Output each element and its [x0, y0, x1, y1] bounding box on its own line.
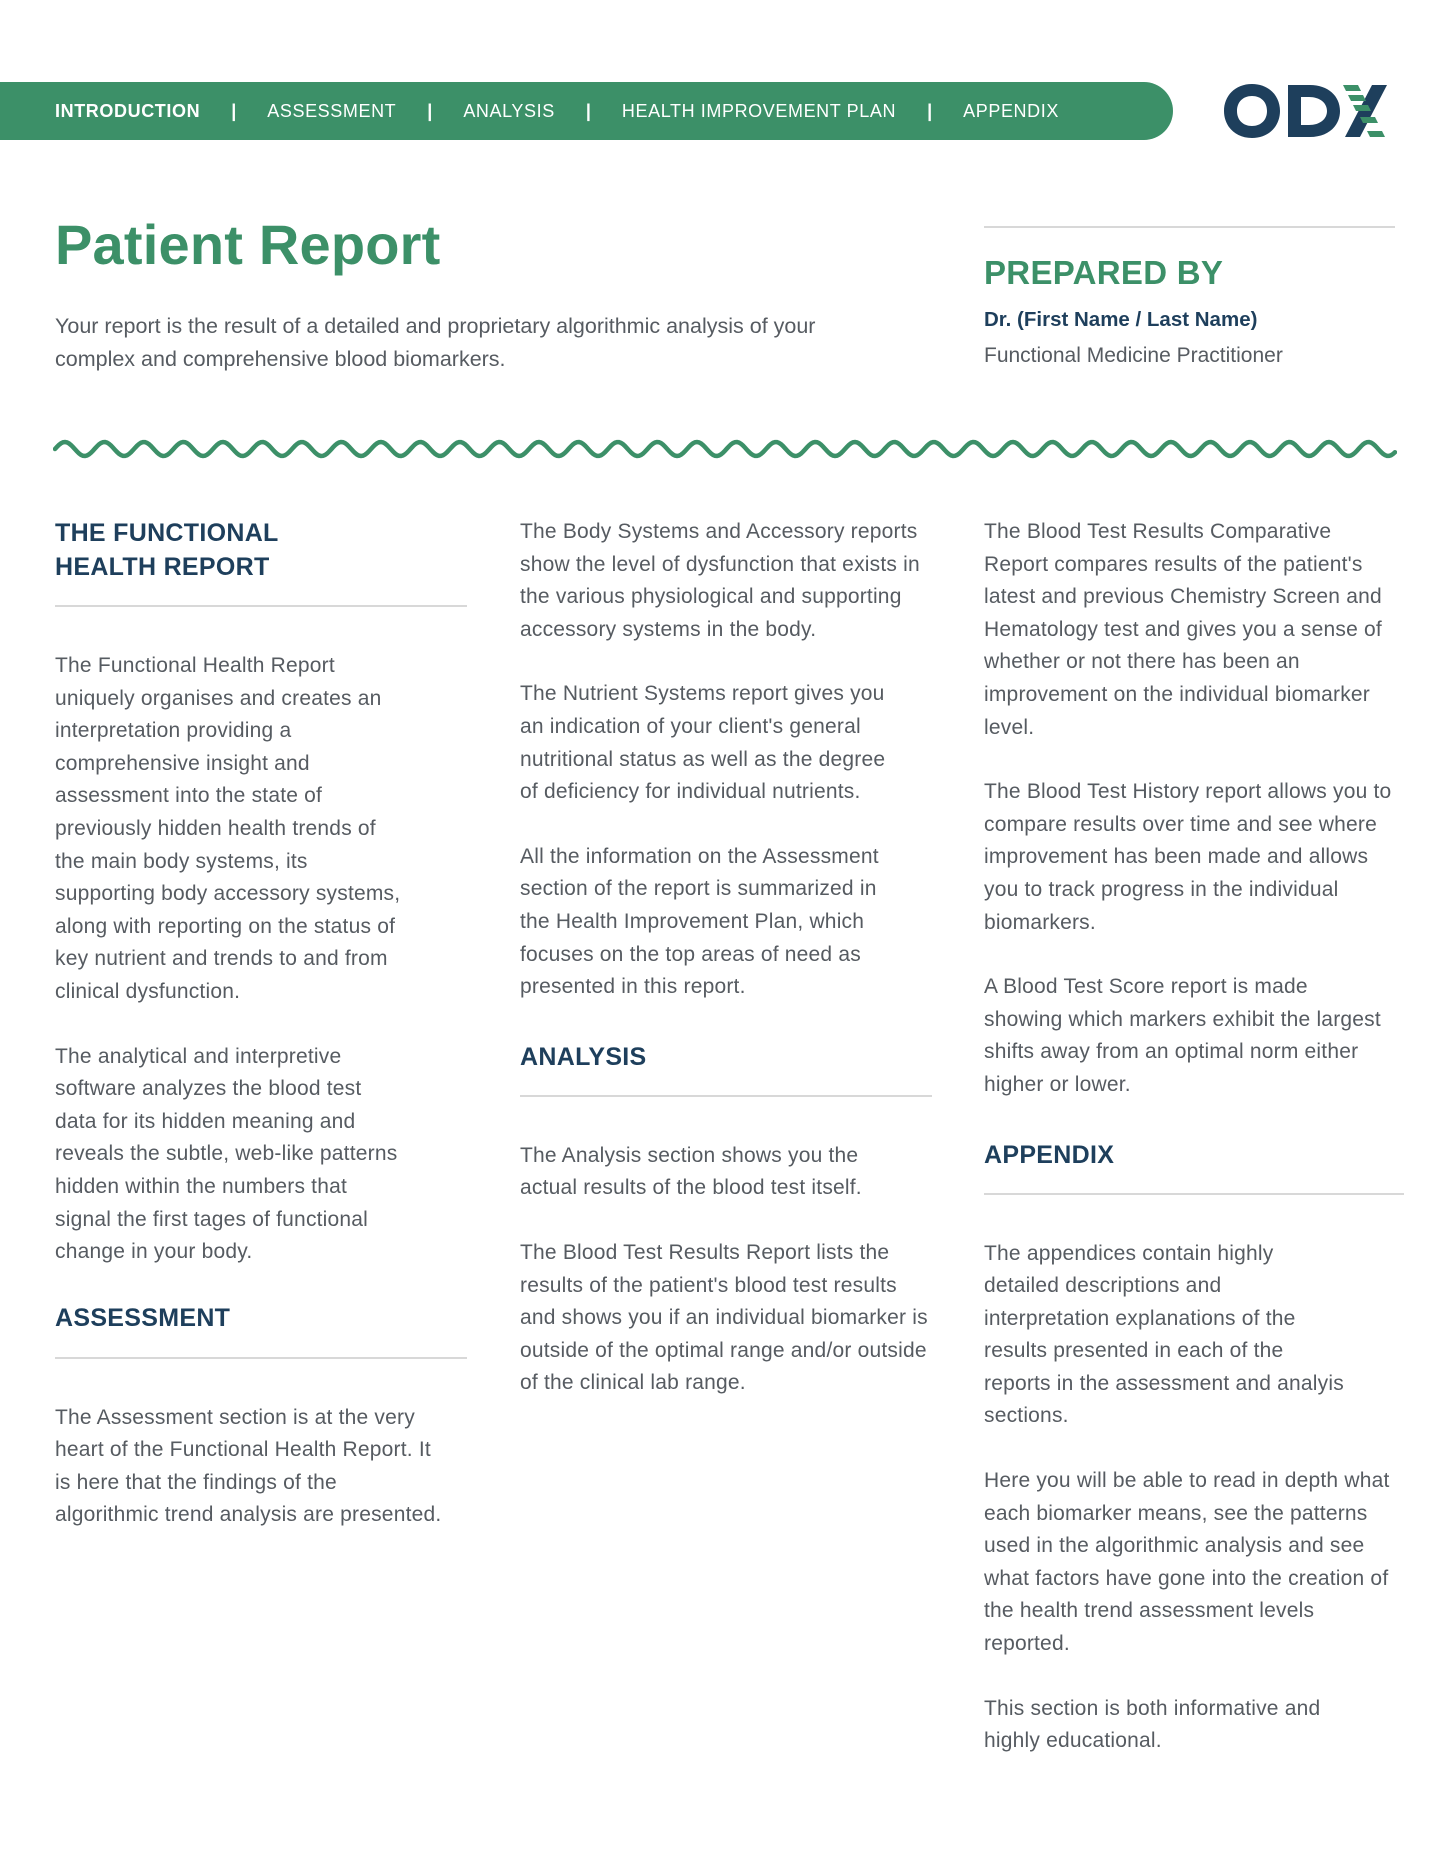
wavy-divider	[53, 436, 1397, 462]
appendix-paragraph-1: The appendices contain highly detailed descriptions and interpretation explanations of the results presented in each of the reports in the assessment and analyis sections.	[984, 1241, 1344, 1428]
functional-health-heading: THE FUNCTIONAL HEALTH REPORT	[55, 519, 279, 581]
analysis-paragraph-3: The Blood Test Results Comparative Report compares results of the patient's latest and previous Chemistry Screen and Hematology test and gives you a sense of whether or not there has been an improvement on the individual biomarker level.	[984, 520, 1382, 739]
column-2	[520, 516, 932, 1400]
prepared-by-block	[984, 226, 1395, 372]
analysis-paragraph-5: A Blood Test Score report is made showing which markers exhibit the largest shifts away from an optimal norm either higher or lower.	[984, 975, 1381, 1096]
prepared-by-heading: PREPARED BY	[984, 254, 1224, 291]
practitioner-role: Functional Medicine Practitioner	[984, 344, 1283, 367]
analysis-paragraph-1: The Analysis section shows you the actual results of the blood test itself.	[520, 1143, 862, 1200]
top-navigation-bar	[0, 82, 1173, 140]
analysis-paragraph-2: The Blood Test Results Report lists the results of the patient's blood test results and shows you if an individual biomarker is outside of the optimal range and/or outside of the clinical lab range.	[520, 1240, 928, 1395]
nav-assessment[interactable]: ASSESSMENT	[267, 100, 397, 121]
nav-appendix[interactable]: APPENDIX	[963, 100, 1059, 121]
column-3	[984, 516, 1404, 1758]
nav-separator: |	[585, 100, 591, 121]
assessment-paragraph-2: The Body Systems and Accessory reports show the level of dysfunction that exists in the various physiological and supporting accessory systems in the body.	[520, 520, 920, 641]
section-divider	[55, 605, 467, 607]
appendix-heading: APPENDIX	[984, 1140, 1115, 1169]
practitioner-name: Dr. (First Name / Last Name)	[984, 308, 1258, 331]
nav-separator: |	[231, 100, 237, 121]
functional-health-paragraph-1: The Functional Health Report uniquely organises and creates an interpretation providing a comprehensive insight and assessment into the state of previously hidden health trends of the main body systems, its supporting body accessory systems, along with reporting on the status of key nutrient and trends to and from clinical dysfunction.	[55, 654, 401, 1003]
nav-analysis[interactable]: ANALYSIS	[463, 100, 555, 121]
assessment-paragraph-3: The Nutrient Systems report gives you an indication of your client's general nutritional status as well as the degree of deficiency for individual nutrients.	[520, 682, 886, 804]
analysis-heading: ANALYSIS	[520, 1042, 647, 1071]
appendix-paragraph-3: This section is both informative and highly educational.	[984, 1696, 1321, 1753]
assessment-paragraph-4: All the information on the Assessment section of the report is summarized in the Health Improvement Plan, which focuses on the top areas of need as presented in this report.	[520, 844, 879, 999]
section-divider	[520, 1095, 932, 1097]
nav-health-improvement-plan[interactable]: HEALTH IMPROVEMENT PLAN	[621, 100, 897, 121]
functional-health-paragraph-2: The analytical and interpretive software analyzes the blood test data for its hidden meaning and reveals the subtle, web-like patterns hidden within the numbers that signal the first tages of functional change in your body.	[55, 1044, 398, 1264]
nav-introduction[interactable]: INTRODUCTION	[55, 100, 201, 121]
appendix-paragraph-2: Here you will be able to read in depth what each biomarker means, see the patterns used in the algorithmic analysis and see what factors have gone into the creation of the health trend assessment levels reported.	[984, 1469, 1390, 1656]
section-divider	[55, 1357, 467, 1359]
nav-separator: |	[427, 100, 433, 121]
assessment-paragraph-1: The Assessment section is at the very heart of the Functional Health Report. It is here that the findings of the algorithmic trend analysis are presented.	[55, 1405, 442, 1527]
intro-text: Your report is the result of a detailed and proprietary algorithmic analysis of your complex and comprehensive blood biomarkers.	[55, 314, 816, 371]
analysis-paragraph-4: The Blood Test History report allows you to compare results over time and see where improvement has been made and allows you to track progress in the individual biomarkers.	[984, 780, 1392, 934]
odx-logo-icon	[1222, 80, 1394, 142]
section-divider	[984, 1193, 1404, 1195]
assessment-heading: ASSESSMENT	[55, 1303, 231, 1332]
page-title: Patient Report	[55, 213, 441, 276]
column-1	[55, 516, 467, 1532]
nav-separator: |	[927, 100, 933, 121]
